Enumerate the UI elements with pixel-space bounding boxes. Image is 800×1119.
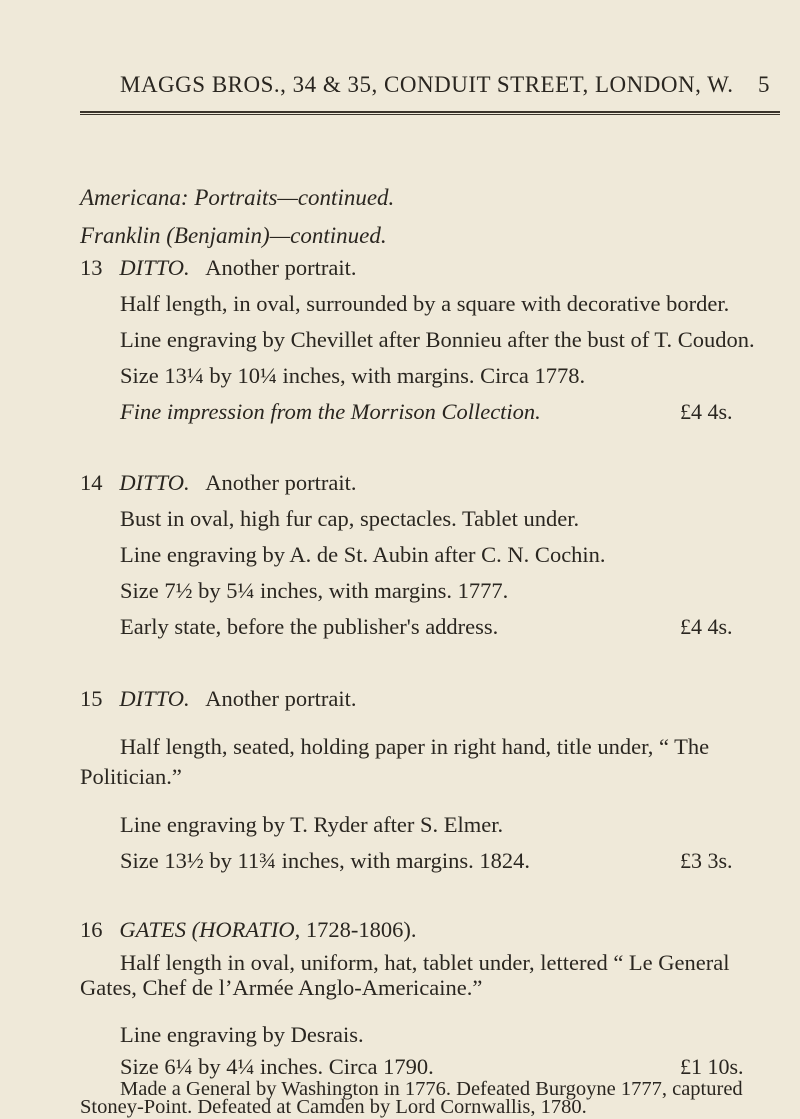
entry-15-line-1: Half length, seated, holding paper in right hand, title under, “ The xyxy=(120,734,710,759)
entry-16-line-6: Stoney-Point. Defeated at Camden by Lord Cornwallis, 1780. xyxy=(80,1096,587,1118)
entry-15-line-2: Politician.” xyxy=(80,764,182,789)
entry-16-title: 16 GATES (HORATIO, 1728-1806). xyxy=(80,917,417,942)
page-header xyxy=(120,72,770,98)
entry-15-title: 15 DITTO. Another portrait. xyxy=(80,686,357,711)
entry-13-line-1: Half length, in oval, surrounded by a square with decorative border. xyxy=(120,291,730,316)
entry-14-line-2: Line engraving by A. de St. Aubin after C. N. Cochin. xyxy=(120,542,606,567)
entry-16-line-3: Line engraving by Desrais. xyxy=(120,1022,364,1047)
entry-16-line-5: Made a General by Washington in 1776. Defeated Burgoyne 1777, captured xyxy=(120,1078,743,1100)
entry-13-price: £4 4s. xyxy=(680,399,733,424)
entry-15-line-4: Size 13½ by 11¾ inches, with margins. 1824. xyxy=(120,848,530,873)
entry-14-line-3: Size 7½ by 5¼ inches, with margins. 1777. xyxy=(120,578,509,603)
header-title: MAGGS BROS., 34 & 35, CONDUIT STREET, LONDON, W. xyxy=(120,72,734,97)
entry-14-title: 14 DITTO. Another portrait. xyxy=(80,470,357,495)
entry-16-price: £1 10s. xyxy=(680,1054,744,1079)
entry-16-line-2: Gates, Chef de l’Armée Anglo-Americaine.” xyxy=(80,975,483,1000)
entry-15-line-3: Line engraving by T. Ryder after S. Elmer. xyxy=(120,812,504,837)
entry-13-line-2: Line engraving by Chevillet after Bonnieu after the bust of T. Coudon. xyxy=(120,327,755,352)
entry-16-line-1: Half length in oval, uniform, hat, tablet under, lettered “ Le General xyxy=(120,950,730,975)
entry-15-price: £3 3s. xyxy=(680,848,733,873)
entry-14-price: £4 4s. xyxy=(680,614,733,639)
page-number: 5 xyxy=(758,72,770,97)
entry-16-line-4: Size 6¼ by 4¼ inches. Circa 1790. xyxy=(120,1054,434,1079)
header-rule xyxy=(80,111,780,115)
entry-13-line-3: Size 13¼ by 10¼ inches, with margins. Circa 1778. xyxy=(120,363,586,388)
entry-14-line-4: Early state, before the publisher's address. xyxy=(120,614,499,639)
entry-13-title: 13 DITTO. Another portrait. xyxy=(80,255,357,280)
section-heading: Americana: Portraits—continued. xyxy=(80,185,395,210)
entry-14-line-1: Bust in oval, high fur cap, spectacles. Tablet under. xyxy=(120,506,580,531)
section-subheading: Franklin (Benjamin)—continued. xyxy=(80,223,387,248)
entry-13-line-4: Fine impression from the Morrison Collection. xyxy=(120,399,541,424)
